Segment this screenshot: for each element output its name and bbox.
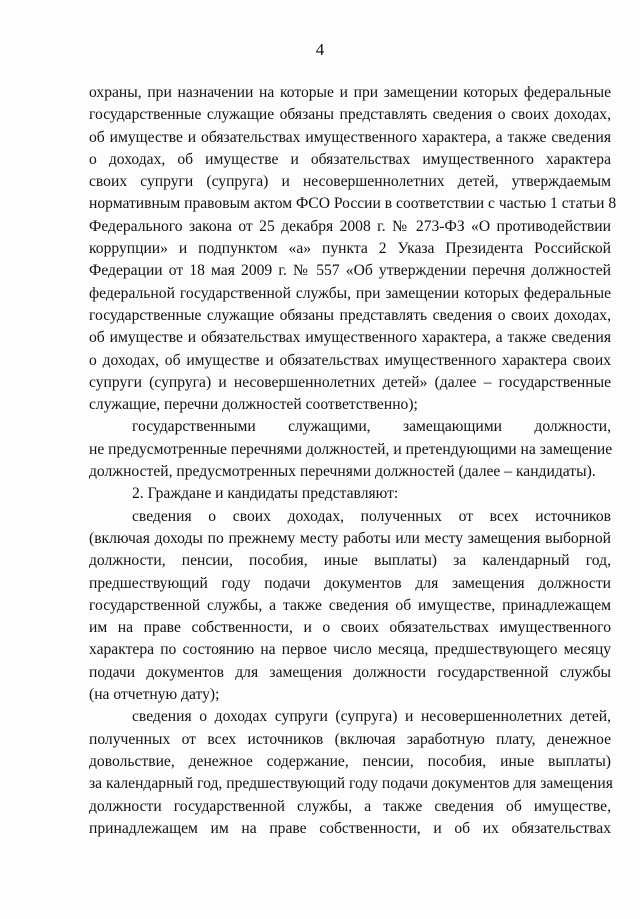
text-line: характера по состоянию на первое число месяца, предшествующего месяцу: [89, 641, 611, 659]
text-line: коррупции» и подпунктом «а» пункта 2 Указа Президента Российской: [89, 240, 611, 258]
text-line: об имуществе и обязательствах имущественного характера, а также сведения: [89, 329, 611, 347]
text-line: об имуществе и обязательствах имущественного характера, а также сведения: [89, 128, 611, 146]
paragraph-start-line: сведения о своих доходах, полученных от всех источников: [132, 507, 611, 525]
paragraph-start-line: государственными служащими, замещающими должности,: [132, 418, 611, 436]
text-line: о доходах, об имуществе и обязательствах имущественного характера: [89, 150, 611, 168]
paragraph-start-line: сведения о доходах супруги (супруга) и несовершеннолетних детей,: [132, 708, 611, 726]
text-line: должности, пенсии, пособия, иные выплаты) за календарный год,: [89, 552, 611, 570]
text-line: (включая доходы по прежнему месту работы или месту замещения выборной: [89, 529, 611, 547]
text-line: предшествующий году подачи документов для замещения должности: [89, 574, 611, 592]
text-line: государственной службы, а также сведения об имуществе, принадлежащем: [89, 596, 611, 614]
text-line: нормативным правовым актом ФСО России в соответствии с частью 1 статьи 8: [89, 195, 617, 213]
text-line: за календарный год, предшествующий году подачи документов для замещения: [89, 775, 613, 793]
text-line: (на отчетную дату);: [89, 686, 220, 704]
text-line: государственные служащие обязаны представлять сведения о своих доходах,: [89, 106, 611, 124]
text-line: федеральной государственной службы, при замещении которых федеральные: [89, 284, 611, 302]
text-line: охраны, при назначении на которые и при замещении которых федеральные: [89, 84, 611, 101]
text-line: должностей, предусмотренных перечнями должностей (далее – кандидаты).: [89, 463, 596, 481]
page-number: 4: [315, 40, 325, 59]
text-line: принадлежащем им на праве собственности, и об их обязательствах: [89, 819, 611, 837]
text-line: своих супруги (супруга) и несовершеннолетних детей, утверждаемым: [89, 173, 611, 191]
text-line: не предусмотренные перечнями должностей, и претендующими на замещение: [89, 440, 613, 458]
text-line: полученных от всех источников (включая заработную плату, денежное: [89, 730, 611, 748]
text-line: довольствие, денежное содержание, пенсии, пособия, иные выплаты): [89, 752, 611, 770]
text-line: о доходах, об имуществе и обязательствах имущественного характера своих: [89, 351, 611, 369]
text-line: должности государственной службы, а также сведения об имуществе,: [89, 797, 611, 815]
text-line: Федерального закона от 25 декабря 2008 г. № 273-ФЗ «О противодействии: [89, 217, 611, 235]
paragraph-start-line: 2. Граждане и кандидаты представляют:: [132, 485, 399, 503]
text-line: супруги (супруга) и несовершеннолетних детей» (далее – государственные: [89, 373, 611, 391]
text-line: государственные служащие обязаны представлять сведения о своих доходах,: [89, 306, 611, 324]
document-body: [89, 82, 617, 840]
text-line: подачи документов для замещения должности государственной службы: [89, 663, 611, 681]
text-line: служащие, перечни должностей соответственно);: [89, 396, 418, 414]
text-line: Федерации от 18 мая 2009 г. № 557 «Об утверждении перечня должностей: [89, 262, 611, 280]
text-line: им на праве собственности, и о своих обязательствах имущественного: [89, 619, 611, 637]
